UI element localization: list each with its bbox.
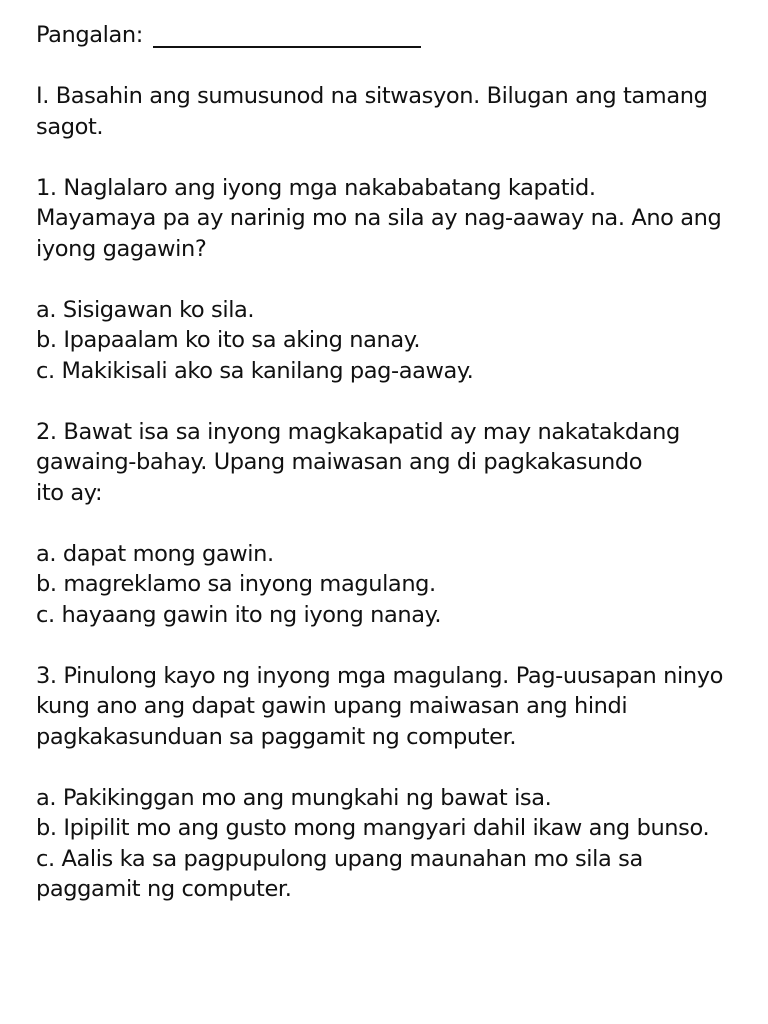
question-prompt — [36, 661, 751, 753]
prompt-line: gawaing-bahay. Upang maiwasan ang di pagkakasundo — [36, 449, 643, 475]
spacer — [36, 264, 751, 295]
name-label: Pangalan: — [36, 22, 143, 48]
instructions-line: sagot. — [36, 113, 104, 140]
prompt-line: iyong gagawin? — [36, 235, 207, 262]
instructions-line: I. Basahin ang sumusunod na sitwasyon. Bilugan ang tamang — [36, 83, 708, 109]
choice-b[interactable]: b. Ipipilit mo ang gusto mong mangyari dahil ikaw ang bunso. — [36, 815, 710, 841]
name-field-row — [36, 20, 751, 51]
choice-c[interactable] — [36, 844, 751, 905]
question-2 — [36, 417, 751, 631]
prompt-line: Mayamaya pa ay narinig mo na sila ay nag-aaway na. Ano ang — [36, 205, 722, 231]
choice-c[interactable]: c. Makikisali ako sa kanilang pag-aaway. — [36, 357, 474, 384]
choice-a[interactable]: a. Pakikinggan mo ang mungkahi ng bawat isa. — [36, 784, 552, 811]
prompt-line: pagkakasunduan sa paggamit ng computer. — [36, 723, 517, 750]
prompt-line: 1. Naglalaro ang iyong mga nakababatang kapatid. — [36, 174, 596, 201]
worksheet-page — [36, 20, 751, 905]
question-1 — [36, 173, 751, 387]
choice-a[interactable]: a. dapat mong gawin. — [36, 540, 274, 567]
prompt-line: 2. Bawat isa sa inyong magkakapatid ay may nakatakdang — [36, 418, 680, 445]
prompt-line: ito ay: — [36, 479, 103, 506]
choice-b[interactable]: b. magreklamo sa inyong magulang. — [36, 571, 436, 597]
prompt-line: 3. Pinulong kayo ng inyong mga magulang. Pag-uusapan ninyo — [36, 662, 724, 689]
question-3 — [36, 661, 751, 905]
name-blank-line[interactable] — [153, 22, 421, 48]
spacer — [36, 51, 751, 82]
question-prompt — [36, 173, 751, 265]
choice-c[interactable]: c. hayaang gawin ito ng iyong nanay. — [36, 601, 442, 628]
choice-list — [36, 539, 751, 631]
spacer — [36, 630, 751, 661]
choice-b[interactable]: b. Ipapaalam ko ito sa aking nanay. — [36, 327, 421, 353]
spacer — [36, 386, 751, 417]
spacer — [36, 752, 751, 783]
question-prompt — [36, 417, 751, 509]
choice-c-line: c. Aalis ka sa pagpupulong upang maunahan mo sila sa — [36, 845, 643, 872]
spacer — [36, 508, 751, 539]
spacer — [36, 142, 751, 173]
choice-c-line: paggamit ng computer. — [36, 876, 292, 902]
prompt-line: kung ano ang dapat gawin upang maiwasan ang hindi — [36, 693, 628, 719]
choice-list — [36, 783, 751, 905]
choice-list — [36, 295, 751, 387]
choice-a[interactable]: a. Sisigawan ko sila. — [36, 296, 255, 323]
instructions — [36, 81, 751, 142]
